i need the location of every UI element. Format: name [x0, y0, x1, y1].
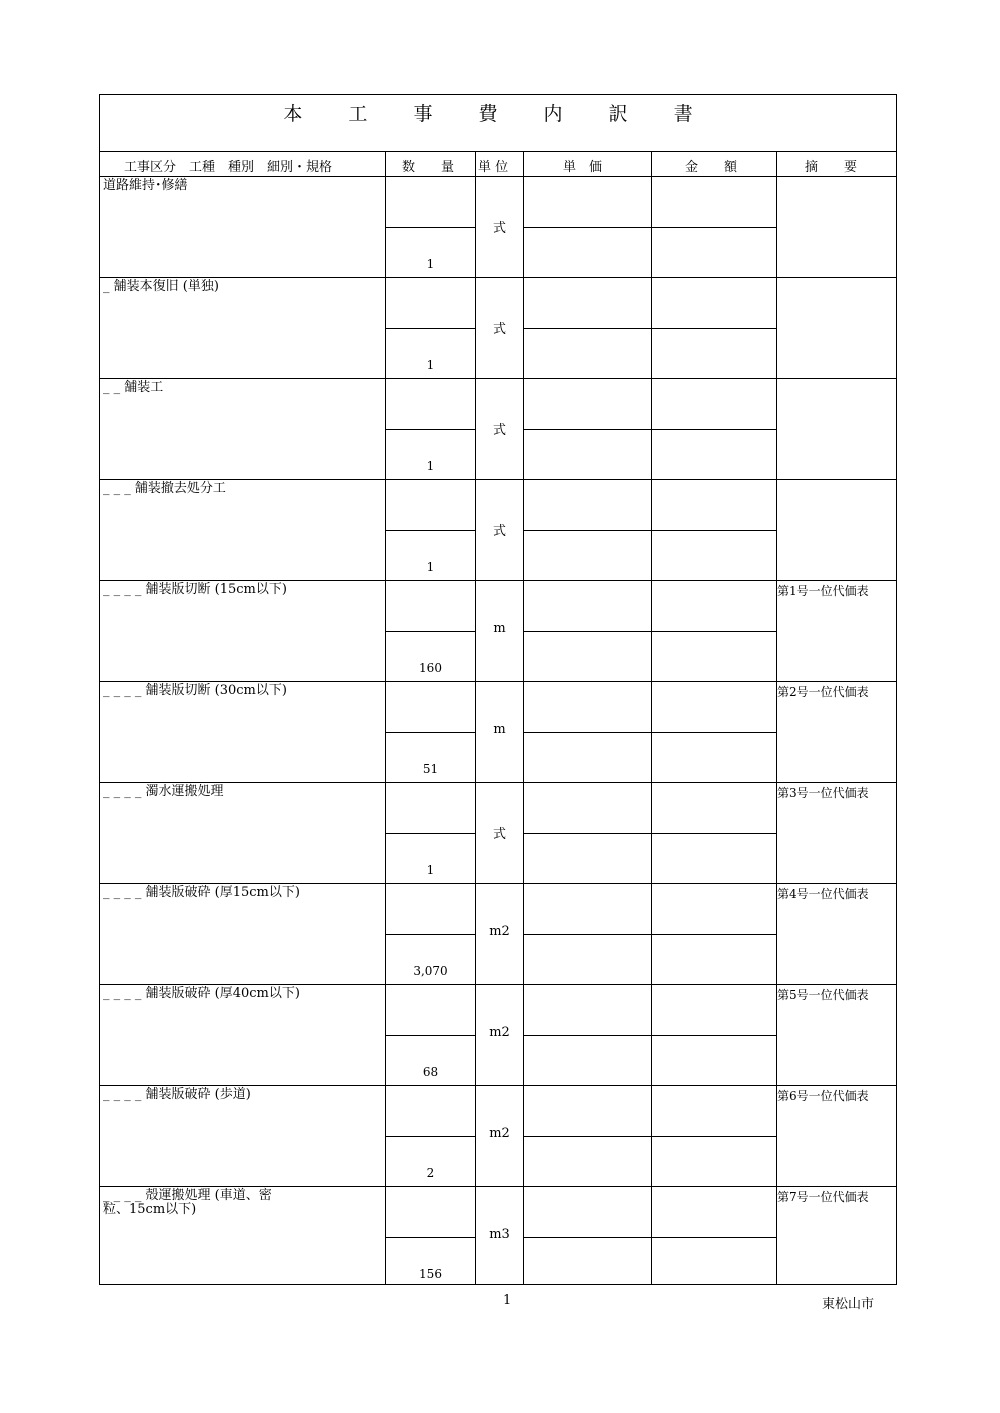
- item-name: _ _ _ 舗装撤去処分工: [103, 481, 226, 496]
- price-divider: [524, 328, 776, 329]
- item-remarks: 第1号一位代価表: [777, 584, 869, 598]
- item-quantity: 3,070: [413, 964, 448, 978]
- item-quantity: 68: [422, 1065, 439, 1079]
- item-name: _ _ _ _ 舗装版破砕 (厚15cm以下): [103, 885, 300, 900]
- qty-divider: [386, 1035, 475, 1036]
- item-unit: 式: [492, 524, 506, 539]
- item-name: _ _ _ _ 舗装版破砕 (厚40cm以下): [103, 986, 300, 1001]
- col-divider: [385, 151, 386, 1284]
- qty-divider: [386, 227, 475, 228]
- price-divider: [524, 1136, 776, 1137]
- header-unit: 単 位: [478, 160, 509, 175]
- item-quantity: 1: [426, 459, 435, 473]
- col-divider: [776, 151, 777, 1284]
- item-remarks: 第4号一位代価表: [777, 887, 869, 901]
- item-name: _ _ _ _ 舗装版切断 (15cm以下): [103, 582, 287, 597]
- item-quantity: 1: [426, 257, 435, 271]
- document-title: 本 工 事 費 内 訳 書: [283, 103, 713, 125]
- price-divider: [524, 227, 776, 228]
- item-name: _ _ _ _ 舗装版破砕 (歩道): [103, 1087, 251, 1102]
- item-remarks: 第5号一位代価表: [777, 988, 869, 1002]
- header-unit-price: 単 価: [563, 160, 603, 175]
- page-number: 1: [503, 1293, 512, 1308]
- item-quantity: 160: [419, 661, 442, 675]
- item-name: _ _ _ _ 殻運搬処理 (車道、密 粒、15cm以下): [103, 1188, 272, 1217]
- item-remarks: 第7号一位代価表: [777, 1190, 869, 1204]
- qty-divider: [386, 530, 475, 531]
- header-amount: 金 額: [685, 160, 738, 175]
- qty-divider: [386, 1136, 475, 1137]
- item-unit: 式: [492, 827, 506, 842]
- item-quantity: 1: [426, 863, 435, 877]
- item-unit: 式: [492, 221, 506, 236]
- qty-divider: [386, 631, 475, 632]
- item-remarks: 第6号一位代価表: [777, 1089, 869, 1103]
- estimate-sheet: [99, 94, 897, 1285]
- item-name: _ _ 舗装工: [103, 380, 164, 395]
- col-divider: [523, 151, 524, 1284]
- item-unit: m: [493, 621, 506, 636]
- item-remarks: 第3号一位代価表: [777, 786, 869, 800]
- header-category: 工事区分 工種 種別 細別・規格: [124, 160, 333, 175]
- col-divider: [475, 151, 476, 1284]
- qty-divider: [386, 732, 475, 733]
- item-remarks: 第2号一位代価表: [777, 685, 869, 699]
- item-name: _ _ _ _ 濁水運搬処理: [103, 784, 224, 799]
- item-unit: m2: [489, 1126, 510, 1141]
- item-unit: m3: [489, 1227, 510, 1242]
- city-name: 東松山市: [822, 1297, 875, 1312]
- item-quantity: 1: [426, 358, 435, 372]
- item-unit: m2: [489, 1025, 510, 1040]
- qty-divider: [386, 934, 475, 935]
- item-name: 道路維持･修繕: [103, 178, 188, 193]
- header-remarks: 摘 要: [805, 160, 858, 175]
- qty-divider: [386, 328, 475, 329]
- item-name: _ 舗装本復旧 (単独): [103, 279, 219, 294]
- item-quantity: 156: [419, 1267, 442, 1281]
- item-quantity: 2: [426, 1166, 435, 1180]
- price-divider: [524, 934, 776, 935]
- price-divider: [524, 833, 776, 834]
- header-quantity: 数 量: [402, 160, 455, 175]
- qty-divider: [386, 833, 475, 834]
- item-unit: m: [493, 722, 506, 737]
- item-unit: 式: [492, 423, 506, 438]
- price-divider: [524, 732, 776, 733]
- item-unit: 式: [492, 322, 506, 337]
- price-divider: [524, 1035, 776, 1036]
- col-divider: [651, 151, 652, 1284]
- qty-divider: [386, 429, 475, 430]
- item-name: _ _ _ _ 舗装版切断 (30cm以下): [103, 683, 287, 698]
- price-divider: [524, 429, 776, 430]
- item-unit: m2: [489, 924, 510, 939]
- price-divider: [524, 631, 776, 632]
- price-divider: [524, 530, 776, 531]
- qty-divider: [386, 1237, 475, 1238]
- price-divider: [524, 1237, 776, 1238]
- item-quantity: 1: [426, 560, 435, 574]
- item-quantity: 51: [422, 762, 439, 776]
